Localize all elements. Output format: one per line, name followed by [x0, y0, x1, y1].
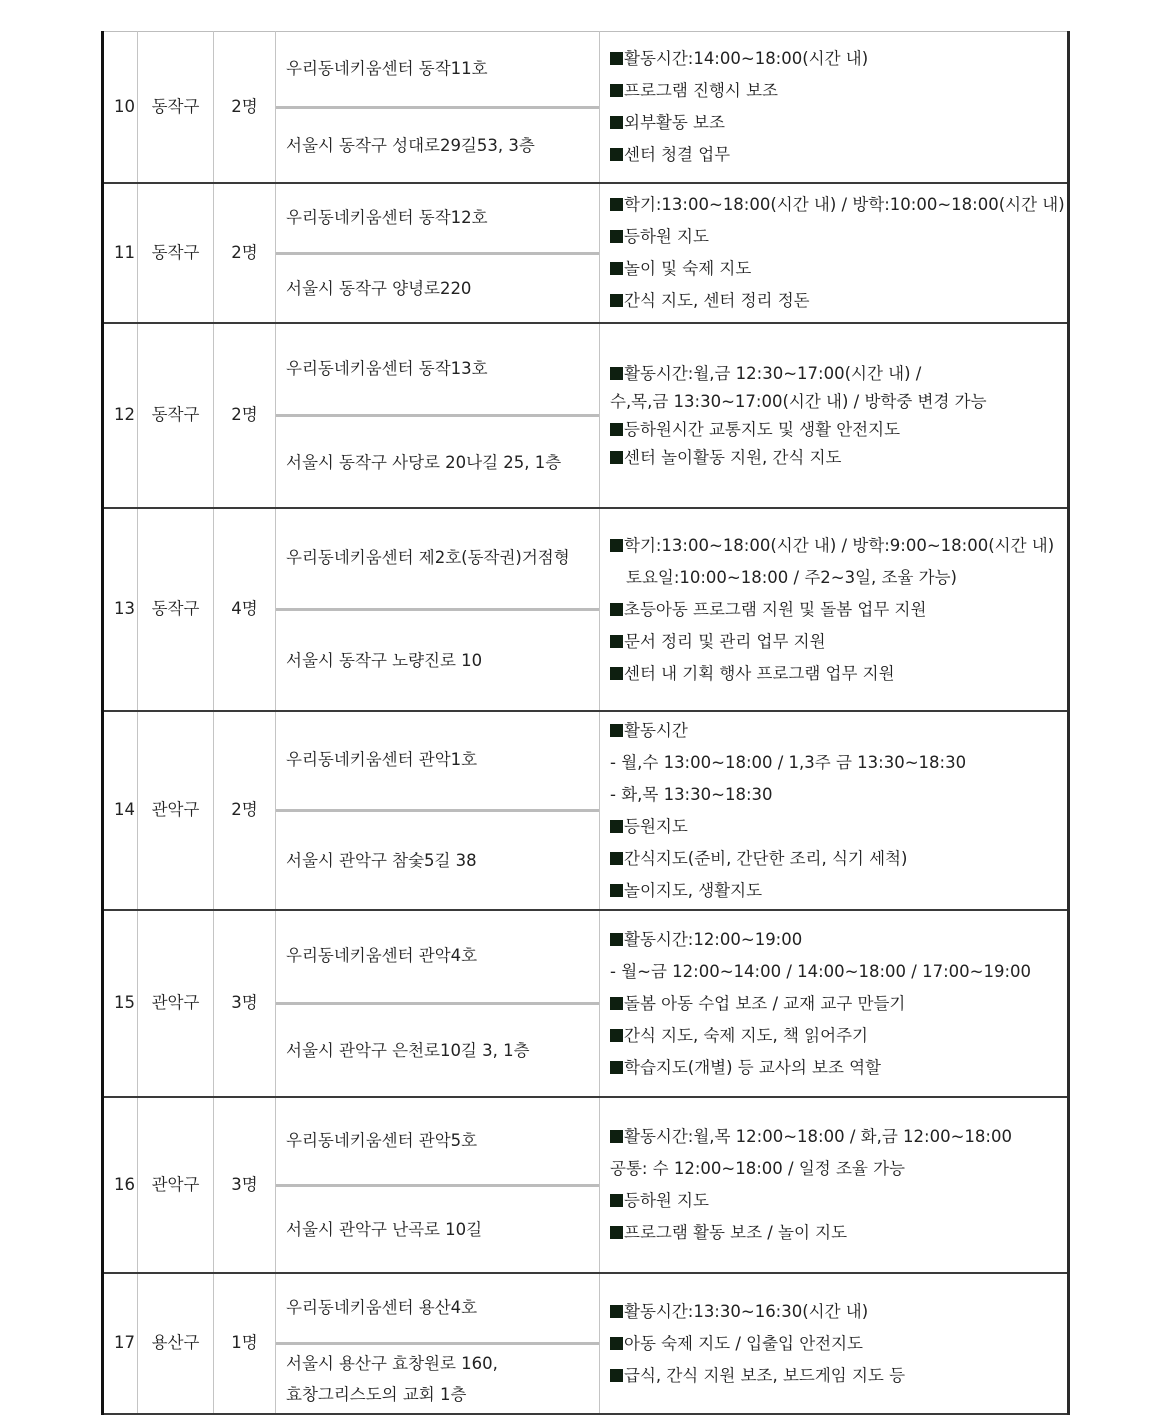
center-cell — [276, 1273, 600, 1414]
activities-cell — [600, 32, 1069, 184]
activities-cell — [600, 1097, 1069, 1273]
square-bullet-icon — [610, 1337, 623, 1350]
activity-item — [610, 221, 1061, 253]
district: 동작구 — [138, 323, 214, 508]
square-bullet-icon — [610, 84, 623, 97]
square-bullet-icon — [610, 1029, 623, 1042]
row-number: 17 — [103, 1273, 138, 1414]
activity-item — [610, 811, 1061, 843]
row-number: 11 — [103, 183, 138, 323]
address-line: 서울시 동작구 성대로29길53, 3층 — [286, 135, 535, 155]
activity-item — [610, 360, 1061, 388]
square-bullet-icon — [610, 1061, 623, 1074]
center-cell — [276, 508, 600, 711]
activity-item — [610, 988, 1061, 1020]
activity-item — [610, 139, 1061, 171]
activities-cell — [600, 508, 1069, 711]
square-bullet-icon — [610, 423, 623, 436]
activity-item — [610, 956, 1061, 988]
volunteer-table — [101, 31, 1070, 1415]
activity-item — [610, 626, 1061, 658]
square-bullet-icon — [610, 230, 623, 243]
center-address — [276, 1345, 599, 1413]
activity-text: 등원지도 — [624, 816, 688, 836]
activity-item — [610, 444, 1061, 472]
activity-item — [610, 843, 1061, 875]
activity-text: 활동시간:월,목 12:00~18:00 / 화,금 12:00~18:00 — [624, 1127, 1012, 1146]
activity-text: 활동시간:12:00~19:00 — [624, 929, 803, 949]
activity-text: 급식, 간식 지원 보조, 보드게임 지도 등 — [624, 1365, 906, 1385]
activity-item — [610, 1153, 1061, 1185]
activity-item — [610, 1360, 1061, 1392]
activity-item — [610, 388, 1061, 416]
district: 관악구 — [138, 711, 214, 910]
activity-text: 놀이 및 숙제 지도 — [624, 259, 752, 278]
center-address — [276, 255, 599, 323]
activities-cell — [600, 711, 1069, 910]
square-bullet-icon — [610, 933, 623, 946]
center-name-text: 우리동네키움센터 관악5호 — [286, 1130, 478, 1150]
table-row — [103, 910, 1069, 1097]
square-bullet-icon — [610, 539, 623, 552]
activities-cell — [600, 1273, 1069, 1414]
center-name — [276, 184, 599, 255]
table-row — [103, 508, 1069, 711]
center-name — [276, 32, 599, 109]
activity-item — [610, 715, 1061, 747]
center-name-text: 우리동네키움센터 제2호(동작권)거점형 — [286, 548, 570, 568]
headcount: 1명 — [214, 1273, 276, 1414]
center-address — [276, 1187, 599, 1273]
district: 관악구 — [138, 910, 214, 1097]
center-name-text: 우리동네키움센터 동작11호 — [286, 58, 488, 78]
center-name — [276, 324, 599, 417]
activity-item — [610, 779, 1061, 811]
center-name — [276, 1098, 599, 1187]
table-body — [103, 32, 1069, 1415]
center-address — [276, 1005, 599, 1096]
address-line: 서울시 동작구 양녕로220 — [286, 278, 472, 298]
square-bullet-icon — [610, 1226, 623, 1239]
activity-text: - 화,목 13:30~18:30 — [610, 784, 773, 804]
row-number: 16 — [103, 1097, 138, 1273]
activity-item — [610, 1217, 1061, 1249]
center-address — [276, 812, 599, 909]
activity-item — [610, 416, 1061, 444]
activity-item — [610, 1121, 1061, 1153]
row-number: 15 — [103, 910, 138, 1097]
square-bullet-icon — [610, 997, 623, 1010]
activity-text: 초등아동 프로그램 지원 및 돌봄 업무 지원 — [624, 599, 927, 619]
center-name-text: 우리동네키움센터 관악1호 — [286, 750, 478, 770]
activities-cell — [600, 323, 1069, 508]
activity-item — [610, 189, 1065, 221]
square-bullet-icon — [610, 367, 623, 380]
activity-item — [610, 75, 1061, 107]
square-bullet-icon — [610, 1130, 623, 1143]
row-number: 10 — [103, 32, 138, 184]
square-bullet-icon — [610, 1369, 623, 1382]
activity-text: 센터 놀이활동 지원, 간식 지도 — [624, 447, 842, 467]
address-line: 서울시 동작구 사당로 20나길 25, 1층 — [286, 452, 562, 472]
activity-text: 학기:13:00~18:00(시간 내) / 방학:9:00~18:00(시간 내) — [624, 535, 1055, 555]
center-address — [276, 109, 599, 183]
table-row — [103, 1097, 1069, 1273]
headcount: 2명 — [214, 711, 276, 910]
center-name-text: 우리동네키움센터 동작13호 — [286, 358, 488, 378]
activity-item — [610, 658, 1061, 690]
activity-text: 아동 숙제 지도 / 입출입 안전지도 — [624, 1333, 863, 1353]
activity-item — [610, 1052, 1061, 1084]
row-number: 12 — [103, 323, 138, 508]
address-line: 서울시 관악구 은천로10길 3, 1층 — [286, 1041, 530, 1060]
center-name — [276, 509, 599, 611]
activity-item — [610, 1328, 1061, 1360]
activity-item — [610, 107, 1061, 139]
activity-text: 활동시간 — [624, 720, 688, 740]
center-name — [276, 712, 599, 812]
center-name — [276, 911, 599, 1005]
activity-text: 프로그램 활동 보조 / 놀이 지도 — [624, 1223, 848, 1242]
activity-item — [610, 875, 1061, 907]
district: 용산구 — [138, 1273, 214, 1414]
square-bullet-icon — [610, 667, 623, 680]
activity-text: 센터 내 기획 행사 프로그램 업무 지원 — [624, 663, 895, 683]
activity-item — [610, 747, 1061, 779]
headcount: 4명 — [214, 508, 276, 711]
table-row — [103, 32, 1069, 184]
headcount: 3명 — [214, 1097, 276, 1273]
square-bullet-icon — [610, 294, 623, 307]
square-bullet-icon — [610, 148, 623, 161]
square-bullet-icon — [610, 262, 623, 275]
square-bullet-icon — [610, 635, 623, 648]
activity-item — [610, 1020, 1061, 1052]
activity-item — [610, 1185, 1061, 1217]
center-address — [276, 417, 599, 507]
activity-item — [610, 924, 1061, 956]
activity-item — [610, 530, 1061, 562]
activity-item — [610, 43, 1061, 75]
activity-text: 문서 정리 및 관리 업무 지원 — [624, 631, 826, 651]
square-bullet-icon — [610, 724, 623, 737]
center-cell — [276, 711, 600, 910]
district: 동작구 — [138, 508, 214, 711]
activity-text: 외부활동 보조 — [624, 113, 725, 132]
address-line: 효창그리스도의 교회 1층 — [286, 1385, 467, 1404]
activity-text: 토요일:10:00~18:00 / 주2~3일, 조율 가능) — [626, 567, 957, 587]
activity-text: 등하원시간 교통지도 및 생활 안전지도 — [624, 419, 901, 439]
square-bullet-icon — [610, 116, 623, 129]
square-bullet-icon — [610, 198, 623, 211]
square-bullet-icon — [610, 852, 623, 865]
table-row — [103, 183, 1069, 323]
activity-text: 간식지도(준비, 간단한 조리, 식기 세척) — [624, 848, 908, 868]
center-name-text: 우리동네키움센터 용산4호 — [286, 1297, 478, 1317]
center-name — [276, 1274, 599, 1345]
center-cell — [276, 323, 600, 508]
square-bullet-icon — [610, 1305, 623, 1318]
activity-text: 등하원 지도 — [624, 227, 709, 246]
activity-item — [610, 253, 1061, 285]
table-row — [103, 323, 1069, 508]
activity-text: 등하원 지도 — [624, 1191, 709, 1210]
activity-item — [610, 562, 1061, 594]
square-bullet-icon — [610, 451, 623, 464]
activity-item — [610, 1296, 1061, 1328]
district: 동작구 — [138, 183, 214, 323]
activity-text: 활동시간:14:00~18:00(시간 내) — [624, 49, 869, 68]
center-cell — [276, 32, 600, 184]
activity-item — [610, 594, 1061, 626]
district: 관악구 — [138, 1097, 214, 1273]
square-bullet-icon — [610, 1194, 623, 1207]
activity-text: 활동시간:월,금 12:30~17:00(시간 내) / — [624, 363, 922, 383]
activities-cell — [600, 183, 1069, 323]
headcount: 3명 — [214, 910, 276, 1097]
headcount: 2명 — [214, 183, 276, 323]
activity-text: 학습지도(개별) 등 교사의 보조 역할 — [624, 1057, 881, 1077]
address-line: 서울시 동작구 노량진로 10 — [286, 651, 483, 670]
activity-text: 프로그램 진행시 보조 — [624, 81, 778, 100]
center-name-text: 우리동네키움센터 동작12호 — [286, 207, 488, 227]
center-address — [276, 611, 599, 710]
activity-item — [610, 285, 1061, 317]
activity-text: 활동시간:13:30~16:30(시간 내) — [624, 1301, 869, 1321]
center-cell — [276, 1097, 600, 1273]
table-row — [103, 711, 1069, 910]
square-bullet-icon — [610, 884, 623, 897]
square-bullet-icon — [610, 603, 623, 616]
district: 동작구 — [138, 32, 214, 184]
square-bullet-icon — [610, 820, 623, 833]
activity-text: 센터 청결 업무 — [624, 145, 731, 164]
square-bullet-icon — [610, 52, 623, 65]
activity-text: 놀이지도, 생활지도 — [624, 880, 763, 900]
activity-text: 학기:13:00~18:00(시간 내) / 방학:10:00~18:00(시간 내) — [624, 195, 1065, 214]
headcount: 2명 — [214, 323, 276, 508]
activities-cell — [600, 910, 1069, 1097]
center-name-text: 우리동네키움센터 관악4호 — [286, 946, 478, 966]
row-number: 14 — [103, 711, 138, 910]
address-line: 서울시 관악구 난곡로 10길 — [286, 1219, 483, 1239]
activity-text: - 월,수 13:00~18:00 / 1,3주 금 13:30~18:30 — [610, 752, 967, 772]
activity-text: 돌봄 아동 수업 보조 / 교재 교구 만들기 — [624, 993, 906, 1013]
headcount: 2명 — [214, 32, 276, 184]
address-line: 서울시 용산구 효창원로 160, — [286, 1354, 498, 1373]
table-row — [103, 1273, 1069, 1414]
activity-text: 공통: 수 12:00~18:00 / 일정 조율 가능 — [610, 1159, 905, 1178]
activity-text: 간식 지도, 숙제 지도, 책 읽어주기 — [624, 1025, 868, 1045]
address-line: 서울시 관악구 참숯5길 38 — [286, 851, 477, 870]
activity-text: 간식 지도, 센터 정리 정돈 — [624, 291, 810, 310]
row-number: 13 — [103, 508, 138, 711]
center-cell — [276, 910, 600, 1097]
center-cell — [276, 183, 600, 323]
activity-text: - 월~금 12:00~14:00 / 14:00~18:00 / 17:00~19:00 — [610, 961, 1032, 981]
activity-text: 수,목,금 13:30~17:00(시간 내) / 방학중 변경 가능 — [610, 391, 987, 411]
